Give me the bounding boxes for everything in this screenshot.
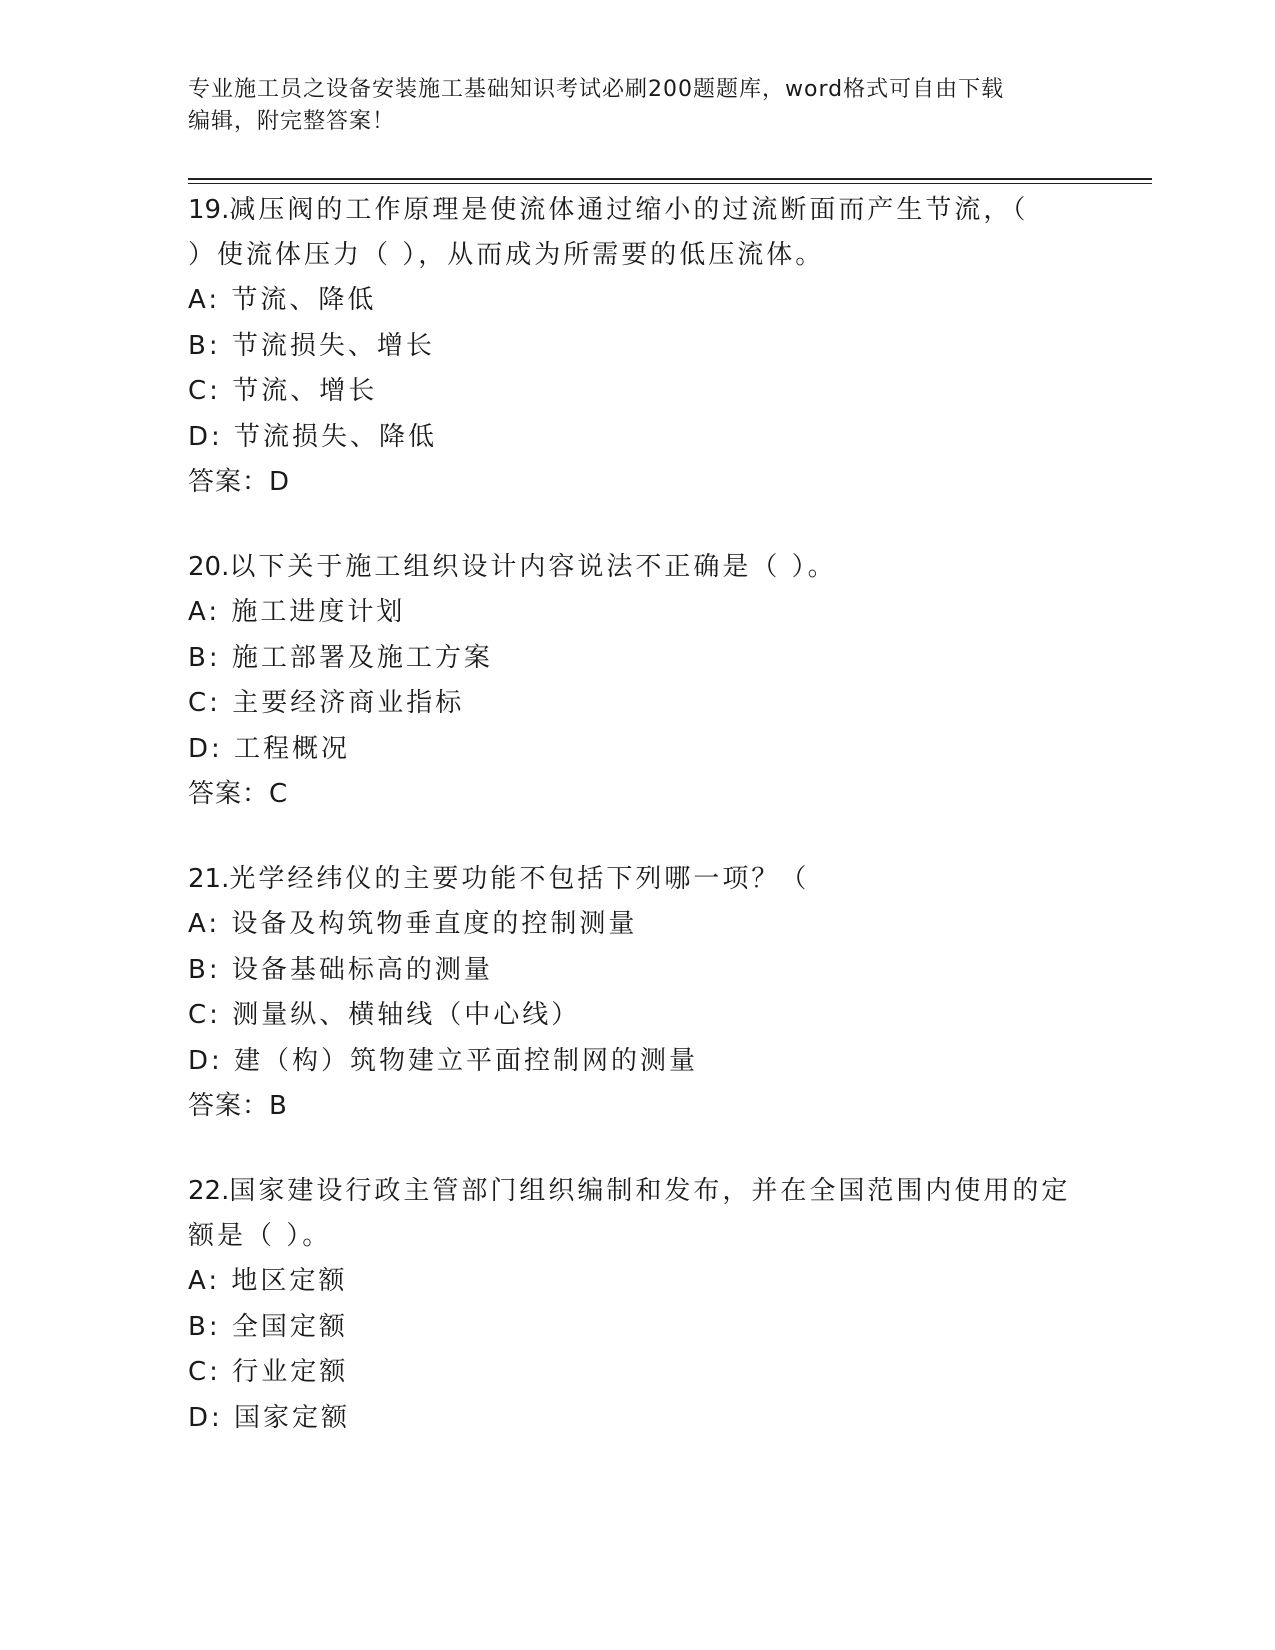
option-text: 节流、降低	[231, 285, 377, 315]
option-c	[188, 1350, 1088, 1396]
option-label: A:	[188, 597, 221, 627]
header-line-1: 专业施工员之设备安装施工基础知识考试必刷200题题库，word格式可自由下载	[188, 77, 1005, 102]
option-text: 全国定额	[231, 1311, 348, 1342]
option-text: 施工进度计划	[231, 597, 406, 627]
option-d	[188, 415, 1088, 461]
answer-line: 答案：C	[188, 779, 289, 809]
option-text: 节流损失、降低	[234, 421, 438, 452]
question-stem	[188, 857, 1088, 902]
option-a	[188, 1259, 1088, 1305]
option-label: A:	[188, 285, 221, 315]
header-divider-thin	[188, 183, 1152, 184]
option-b	[188, 636, 1088, 682]
option-a	[188, 278, 1088, 324]
option-c	[188, 369, 1088, 415]
question-19	[188, 188, 1088, 505]
option-d	[188, 1396, 1088, 1442]
option-label: C:	[188, 376, 221, 406]
question-list	[188, 188, 1088, 1481]
option-c	[188, 681, 1088, 727]
option-label: D:	[188, 1045, 223, 1076]
option-label: C:	[188, 1357, 221, 1387]
option-label: C:	[188, 1000, 221, 1030]
header-divider-thick	[188, 178, 1152, 180]
question-text-line-1: 减压阀的工作原理是使流体通过缩小的过流断面而产生节流，（	[229, 195, 1029, 225]
option-d	[188, 727, 1088, 773]
option-label: D:	[188, 1402, 223, 1433]
option-d	[188, 1039, 1088, 1085]
question-text-line-1: 光学经纬仪的主要功能不包括下列哪一项？（	[229, 864, 810, 894]
option-text: 测量纵、横轴线（中心线）	[232, 1000, 581, 1030]
question-number: 21.	[188, 864, 230, 894]
question-20	[188, 545, 1088, 817]
option-text: 行业定额	[232, 1357, 349, 1387]
option-label: D:	[188, 421, 223, 452]
option-c	[188, 993, 1088, 1039]
option-text: 建（构）筑物建立平面控制网的测量	[234, 1045, 699, 1076]
option-label: B:	[188, 954, 221, 985]
question-21	[188, 857, 1088, 1129]
question-text-line-2: ）使流体压力（ ），从而成为所需要的低压流体。	[188, 240, 825, 270]
question-22	[188, 1169, 1088, 1441]
question-text-line-1: 国家建设行政主管部门组织编制和发布，并在全国范围内使用的定	[229, 1176, 1071, 1206]
option-text: 主要经济商业指标	[232, 688, 465, 718]
option-text: 设备及构筑物垂直度的控制测量	[231, 909, 638, 939]
option-text: 设备基础标高的测量	[231, 954, 493, 985]
option-b	[188, 948, 1088, 994]
option-label: D:	[188, 733, 223, 764]
answer-line: 答案：D	[188, 467, 291, 497]
question-stem	[188, 545, 1088, 590]
option-text: 节流、增长	[232, 376, 378, 406]
option-text: 工程概况	[234, 733, 351, 764]
option-a	[188, 902, 1088, 948]
option-text: 施工部署及施工方案	[231, 642, 493, 673]
answer-line: 答案：B	[188, 1091, 288, 1121]
option-label: A:	[188, 1266, 221, 1296]
question-number: 22.	[188, 1176, 230, 1206]
option-label: A:	[188, 909, 221, 939]
option-label: C:	[188, 688, 221, 718]
question-number: 19.	[188, 195, 230, 225]
question-number: 20.	[188, 552, 230, 582]
question-stem	[188, 1169, 1088, 1214]
option-label: B:	[188, 1311, 221, 1342]
option-b	[188, 324, 1088, 370]
document-header	[188, 74, 1088, 138]
option-text: 地区定额	[231, 1266, 348, 1296]
option-label: B:	[188, 642, 221, 673]
question-stem	[188, 188, 1088, 233]
option-a	[188, 590, 1088, 636]
option-text: 节流损失、增长	[231, 330, 435, 361]
question-text-line-2: 额是（ ）。	[188, 1221, 332, 1251]
header-line-2: 编辑，附完整答案！	[188, 109, 396, 134]
option-label: B:	[188, 330, 221, 361]
question-text-line-1: 以下关于施工组织设计内容说法不正确是（ ）。	[229, 552, 837, 582]
option-text: 国家定额	[234, 1402, 351, 1433]
option-b	[188, 1305, 1088, 1351]
